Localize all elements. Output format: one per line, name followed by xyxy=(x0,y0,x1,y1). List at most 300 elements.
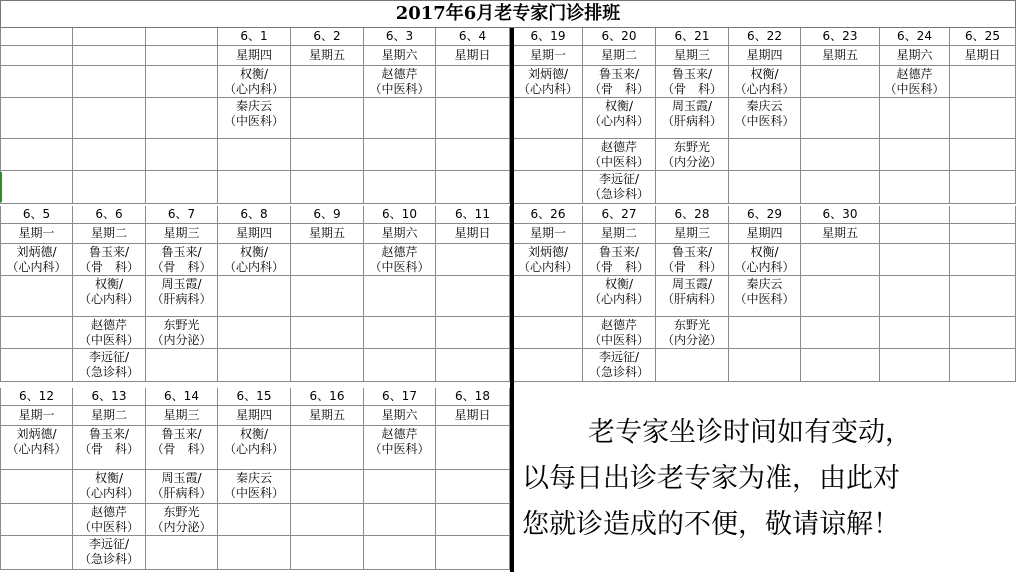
schedule-cell xyxy=(729,139,801,171)
date-cell: 6、23 xyxy=(801,28,880,46)
department-label: （骨 科） xyxy=(78,442,139,456)
schedule-cell xyxy=(436,244,510,276)
schedule-cell xyxy=(436,171,510,204)
schedule-cell xyxy=(0,276,73,317)
doctor-name: 赵德芹 xyxy=(381,245,418,259)
date-cell: 6、1 xyxy=(218,28,291,46)
weekday-cell: 星期五 xyxy=(801,224,880,244)
schedule-cell xyxy=(0,98,73,139)
schedule-cell xyxy=(436,470,510,504)
department-label: （急诊科） xyxy=(78,365,139,379)
schedule-cell xyxy=(801,66,880,98)
doctor-name: 赵德芹 xyxy=(896,67,933,81)
doctor-name: 李远征/ xyxy=(598,350,640,364)
page-title: 2017年6月老专家门诊排班 xyxy=(0,0,1016,28)
schedule-cell xyxy=(73,536,146,570)
date-cell xyxy=(73,28,146,46)
schedule-cell xyxy=(146,66,218,98)
schedule-cell xyxy=(73,244,146,276)
schedule-cell xyxy=(514,171,583,204)
schedule-cell xyxy=(291,276,364,317)
weekday-cell xyxy=(146,46,218,66)
schedule-cell xyxy=(218,66,291,98)
schedule-cell xyxy=(656,349,729,382)
schedule-cell xyxy=(73,426,146,470)
department-label: （骨 科） xyxy=(78,260,139,274)
schedule-cell xyxy=(656,171,729,204)
schedule-cell xyxy=(729,171,801,204)
doctor-name: 权衡/ xyxy=(604,99,634,113)
department-label: （心内科） xyxy=(6,442,67,456)
schedule-cell xyxy=(291,98,364,139)
doctor-name: 刘炳德/ xyxy=(527,245,569,259)
department-label: （中医科） xyxy=(223,486,284,500)
schedule-cell xyxy=(364,536,436,570)
doctor-name: 权衡/ xyxy=(239,245,269,259)
date-cell: 6、24 xyxy=(880,28,950,46)
doctor-name: 赵德芹 xyxy=(90,505,127,519)
doctor-name: 周玉霞/ xyxy=(161,471,202,485)
schedule-cell xyxy=(880,171,950,204)
doctor-name: 权衡/ xyxy=(604,277,634,291)
schedule-cell xyxy=(73,98,146,139)
department-label: （肝病科） xyxy=(661,114,722,128)
schedule-cell xyxy=(801,317,880,349)
weekday-cell: 星期六 xyxy=(880,46,950,66)
schedule-cell xyxy=(880,244,950,276)
schedule-cell xyxy=(436,66,510,98)
department-label: （心内科） xyxy=(517,82,578,96)
doctor-name: 刘炳德/ xyxy=(16,245,57,259)
schedule-cell xyxy=(364,139,436,171)
department-label: （中医科） xyxy=(369,442,430,456)
department-label: （肝病科） xyxy=(151,486,212,500)
notice-line-2: 以每日出诊老专家为准，由此对 xyxy=(522,463,900,494)
date-cell: 6、17 xyxy=(364,388,436,406)
schedule-cell xyxy=(514,139,583,171)
weekday-cell: 星期一 xyxy=(514,46,583,66)
schedule-cell xyxy=(0,317,73,349)
weekday-cell: 星期四 xyxy=(218,406,291,426)
schedule-cell xyxy=(656,139,729,171)
weekday-cell: 星期五 xyxy=(801,46,880,66)
date-cell: 6、14 xyxy=(146,388,218,406)
department-label: （中医科） xyxy=(369,82,430,96)
doctor-name: 赵德芹 xyxy=(381,427,418,441)
department-label: （心内科） xyxy=(734,260,795,274)
weekday-cell: 星期五 xyxy=(291,224,364,244)
department-label: （心内科） xyxy=(6,260,67,274)
schedule-cell xyxy=(291,66,364,98)
schedule-cell xyxy=(950,244,1016,276)
doctor-name: 刘炳德/ xyxy=(16,427,57,441)
schedule-cell xyxy=(291,244,364,276)
notice-line-1: 老专家坐诊时间如有变动， xyxy=(588,417,912,448)
weekday-cell: 星期一 xyxy=(0,406,73,426)
schedule-cell xyxy=(950,276,1016,317)
schedule-cell xyxy=(364,66,436,98)
department-label: （心内科） xyxy=(734,82,795,96)
schedule-cell xyxy=(146,276,218,317)
cell-selection-marker xyxy=(0,172,2,202)
weekday-cell: 星期六 xyxy=(364,406,436,426)
doctor-name: 赵德芹 xyxy=(600,318,637,332)
schedule-cell xyxy=(729,276,801,317)
schedule-cell xyxy=(146,139,218,171)
doctor-name: 鲁玉来/ xyxy=(88,427,130,441)
schedule-cell xyxy=(436,98,510,139)
schedule-cell xyxy=(801,171,880,204)
date-cell: 6、20 xyxy=(583,28,656,46)
weekday-cell xyxy=(950,224,1016,244)
schedule-cell xyxy=(291,139,364,171)
doctor-name: 权衡/ xyxy=(750,67,779,81)
schedule-cell xyxy=(950,139,1016,171)
doctor-name: 鲁玉来/ xyxy=(161,427,202,441)
schedule-cell xyxy=(880,276,950,317)
doctor-name: 权衡/ xyxy=(94,471,124,485)
schedule-cell xyxy=(950,317,1016,349)
weekday-cell: 星期六 xyxy=(364,46,436,66)
date-cell: 6、26 xyxy=(514,206,583,224)
schedule-cell xyxy=(950,349,1016,382)
department-label: （肝病科） xyxy=(661,292,722,306)
date-cell: 6、29 xyxy=(729,206,801,224)
schedule-cell xyxy=(583,317,656,349)
schedule-cell xyxy=(729,349,801,382)
schedule-cell xyxy=(0,504,73,536)
date-cell: 6、15 xyxy=(218,388,291,406)
schedule-cell xyxy=(146,98,218,139)
weekday-cell: 星期五 xyxy=(291,46,364,66)
date-cell: 6、30 xyxy=(801,206,880,224)
department-label: （骨 科） xyxy=(661,82,722,96)
schedule-cell xyxy=(880,98,950,139)
schedule-cell xyxy=(146,426,218,470)
doctor-name: 李远征/ xyxy=(598,172,640,186)
schedule-cell xyxy=(218,276,291,317)
department-label: （中医科） xyxy=(884,82,945,96)
schedule-cell xyxy=(291,349,364,382)
schedule-cell xyxy=(583,139,656,171)
doctor-name: 秦庆云 xyxy=(235,471,272,485)
weekday-cell: 星期日 xyxy=(436,224,510,244)
schedule-cell xyxy=(0,66,73,98)
department-label: （中医科） xyxy=(734,292,795,306)
schedule-cell xyxy=(801,349,880,382)
weekday-cell: 星期四 xyxy=(729,46,801,66)
department-label: （心内科） xyxy=(588,292,649,306)
schedule-cell xyxy=(514,317,583,349)
weekday-cell: 星期二 xyxy=(73,406,146,426)
schedule-cell xyxy=(291,536,364,570)
date-cell: 6、21 xyxy=(656,28,729,46)
date-cell: 6、19 xyxy=(514,28,583,46)
schedule-cell xyxy=(656,244,729,276)
date-cell: 6、5 xyxy=(0,206,73,224)
schedule-cell xyxy=(291,317,364,349)
date-cell xyxy=(950,206,1016,224)
department-label: （内分泌） xyxy=(151,333,212,347)
department-label: （肝病科） xyxy=(151,292,212,306)
schedule-cell xyxy=(514,66,583,98)
schedule-cell xyxy=(583,349,656,382)
schedule-cell xyxy=(436,276,510,317)
doctor-name: 周玉霞/ xyxy=(671,99,713,113)
schedule-cell xyxy=(364,470,436,504)
department-label: （心内科） xyxy=(78,292,139,306)
schedule-cell xyxy=(73,139,146,171)
department-label: （骨 科） xyxy=(588,82,649,96)
date-cell: 6、27 xyxy=(583,206,656,224)
date-cell: 6、18 xyxy=(436,388,510,406)
schedule-cell xyxy=(0,171,73,204)
doctor-name: 李远征/ xyxy=(88,537,130,551)
doctor-name: 鲁玉来/ xyxy=(598,245,640,259)
weekday-cell: 星期三 xyxy=(146,224,218,244)
doctor-name: 秦庆云 xyxy=(746,277,783,291)
weekday-cell: 星期日 xyxy=(436,46,510,66)
doctor-name: 东野光 xyxy=(673,140,710,154)
department-label: （内分泌） xyxy=(661,333,722,347)
doctor-name: 鲁玉来/ xyxy=(88,245,130,259)
schedule-cell xyxy=(291,171,364,204)
weekday-cell: 星期四 xyxy=(218,224,291,244)
weekday-cell: 星期四 xyxy=(218,46,291,66)
schedule-cell xyxy=(656,317,729,349)
doctor-name: 鲁玉来/ xyxy=(161,245,202,259)
date-cell: 6、25 xyxy=(950,28,1016,46)
department-label: （中医科） xyxy=(78,333,139,347)
schedule-cell xyxy=(73,504,146,536)
doctor-name: 秦庆云 xyxy=(235,99,272,113)
date-cell xyxy=(146,28,218,46)
schedule-cell xyxy=(583,98,656,139)
schedule-cell xyxy=(950,98,1016,139)
doctor-name: 秦庆云 xyxy=(746,99,783,113)
schedule-cell xyxy=(291,504,364,536)
doctor-name: 赵德芹 xyxy=(600,140,637,154)
schedule-cell xyxy=(364,171,436,204)
schedule-cell xyxy=(436,426,510,470)
schedule-cell xyxy=(583,171,656,204)
schedule-cell xyxy=(364,426,436,470)
schedule-cell xyxy=(218,536,291,570)
schedule-cell xyxy=(218,244,291,276)
schedule-cell xyxy=(0,139,73,171)
weekday-cell: 星期二 xyxy=(73,224,146,244)
schedule-cell xyxy=(218,426,291,470)
date-cell: 6、10 xyxy=(364,206,436,224)
department-label: （中医科） xyxy=(78,520,139,534)
date-cell: 6、8 xyxy=(218,206,291,224)
doctor-name: 权衡/ xyxy=(750,245,779,259)
department-label: （心内科） xyxy=(78,486,139,500)
schedule-cell xyxy=(514,349,583,382)
schedule-cell xyxy=(146,244,218,276)
schedule-cell xyxy=(364,504,436,536)
department-label: （心内科） xyxy=(223,442,284,456)
schedule-cell xyxy=(73,349,146,382)
doctor-name: 赵德芹 xyxy=(90,318,127,332)
department-label: （中医科） xyxy=(369,260,430,274)
schedule-cell xyxy=(436,139,510,171)
schedule-cell xyxy=(218,171,291,204)
schedule-cell xyxy=(801,139,880,171)
schedule-cell xyxy=(729,244,801,276)
schedule-cell xyxy=(656,66,729,98)
schedule-cell xyxy=(729,317,801,349)
date-cell: 6、3 xyxy=(364,28,436,46)
schedule-cell xyxy=(880,317,950,349)
doctor-name: 权衡/ xyxy=(94,277,124,291)
doctor-name: 鲁玉来/ xyxy=(671,67,713,81)
department-label: （心内科） xyxy=(588,114,649,128)
department-label: （中医科） xyxy=(588,333,649,347)
schedule-cell xyxy=(364,317,436,349)
date-cell: 6、22 xyxy=(729,28,801,46)
schedule-cell xyxy=(950,66,1016,98)
schedule-cell xyxy=(291,470,364,504)
department-label: （急诊科） xyxy=(78,552,139,566)
weekday-cell xyxy=(880,224,950,244)
date-cell: 6、16 xyxy=(291,388,364,406)
date-cell xyxy=(0,28,73,46)
schedule-cell xyxy=(0,349,73,382)
date-cell: 6、12 xyxy=(0,388,73,406)
schedule-cell xyxy=(218,317,291,349)
doctor-name: 周玉霞/ xyxy=(161,277,202,291)
date-cell: 6、4 xyxy=(436,28,510,46)
doctor-name: 鲁玉来/ xyxy=(598,67,640,81)
schedule-cell xyxy=(436,317,510,349)
doctor-name: 权衡/ xyxy=(239,427,269,441)
schedule-cell xyxy=(146,470,218,504)
department-label: （骨 科） xyxy=(151,442,212,456)
schedule-cell xyxy=(146,171,218,204)
schedule-cell xyxy=(656,98,729,139)
department-label: （骨 科） xyxy=(588,260,649,274)
schedule-cell xyxy=(583,276,656,317)
department-label: （内分泌） xyxy=(661,155,722,169)
schedule-cell xyxy=(801,276,880,317)
doctor-name: 周玉霞/ xyxy=(671,277,713,291)
department-label: （心内科） xyxy=(223,82,284,96)
weekday-cell: 星期五 xyxy=(291,406,364,426)
schedule-cell xyxy=(291,426,364,470)
weekday-cell: 星期一 xyxy=(0,224,73,244)
schedule-cell xyxy=(801,98,880,139)
department-label: （内分泌） xyxy=(151,520,212,534)
schedule-cell xyxy=(364,349,436,382)
schedule-cell xyxy=(146,504,218,536)
schedule-cell xyxy=(436,536,510,570)
schedule-cell xyxy=(436,504,510,536)
doctor-name: 东野光 xyxy=(163,505,200,519)
schedule-cell xyxy=(364,98,436,139)
department-label: （骨 科） xyxy=(151,260,212,274)
department-label: （急诊科） xyxy=(588,187,649,201)
weekday-cell: 星期三 xyxy=(656,224,729,244)
schedule-cell xyxy=(218,349,291,382)
schedule-cell xyxy=(729,98,801,139)
schedule-cell xyxy=(729,66,801,98)
schedule-cell xyxy=(583,66,656,98)
schedule-cell xyxy=(514,276,583,317)
doctor-name: 权衡/ xyxy=(239,67,269,81)
schedule-cell xyxy=(880,66,950,98)
doctor-name: 李远征/ xyxy=(88,350,130,364)
department-label: （中医科） xyxy=(223,114,284,128)
schedule-cell xyxy=(0,244,73,276)
department-label: （心内科） xyxy=(517,260,578,274)
doctor-name: 鲁玉来/ xyxy=(671,245,713,259)
doctor-name: 东野光 xyxy=(673,318,710,332)
department-label: （中医科） xyxy=(588,155,649,169)
schedule-cell xyxy=(218,139,291,171)
schedule-cell xyxy=(436,349,510,382)
notice-text xyxy=(514,384,1016,572)
weekday-cell xyxy=(0,46,73,66)
schedule-cell xyxy=(146,536,218,570)
schedule-cell xyxy=(583,244,656,276)
weekday-cell: 星期四 xyxy=(729,224,801,244)
schedule-cell xyxy=(0,536,73,570)
doctor-name: 东野光 xyxy=(163,318,200,332)
weekday-cell: 星期三 xyxy=(656,46,729,66)
department-label: （中医科） xyxy=(734,114,795,128)
department-label: （骨 科） xyxy=(661,260,722,274)
department-label: （急诊科） xyxy=(588,365,649,379)
schedule-cell xyxy=(880,349,950,382)
notice-line-3: 您就诊造成的不便，敬请谅解！ xyxy=(522,509,900,540)
schedule-cell xyxy=(514,244,583,276)
date-cell: 6、13 xyxy=(73,388,146,406)
schedule-cell xyxy=(0,426,73,470)
schedule-cell xyxy=(73,66,146,98)
schedule-cell xyxy=(146,349,218,382)
schedule-cell xyxy=(364,244,436,276)
date-cell: 6、11 xyxy=(436,206,510,224)
schedule-cell xyxy=(0,470,73,504)
schedule-cell xyxy=(514,98,583,139)
schedule-cell xyxy=(146,317,218,349)
date-cell xyxy=(880,206,950,224)
date-cell: 6、2 xyxy=(291,28,364,46)
weekday-cell: 星期三 xyxy=(146,406,218,426)
weekday-cell: 星期二 xyxy=(583,224,656,244)
weekday-cell xyxy=(73,46,146,66)
date-cell: 6、6 xyxy=(73,206,146,224)
doctor-name: 刘炳德/ xyxy=(527,67,569,81)
schedule-cell xyxy=(218,98,291,139)
department-label: （心内科） xyxy=(223,260,284,274)
weekday-cell: 星期二 xyxy=(583,46,656,66)
schedule-cell xyxy=(73,276,146,317)
schedule-cell xyxy=(218,504,291,536)
weekday-cell: 星期日 xyxy=(436,406,510,426)
schedule-cell xyxy=(73,317,146,349)
weekday-cell: 星期一 xyxy=(514,224,583,244)
schedule-cell xyxy=(656,276,729,317)
doctor-name: 赵德芹 xyxy=(381,67,418,81)
schedule-cell xyxy=(950,171,1016,204)
weekday-cell: 星期六 xyxy=(364,224,436,244)
schedule-cell xyxy=(801,244,880,276)
schedule-cell xyxy=(73,470,146,504)
schedule-cell xyxy=(880,139,950,171)
date-cell: 6、9 xyxy=(291,206,364,224)
